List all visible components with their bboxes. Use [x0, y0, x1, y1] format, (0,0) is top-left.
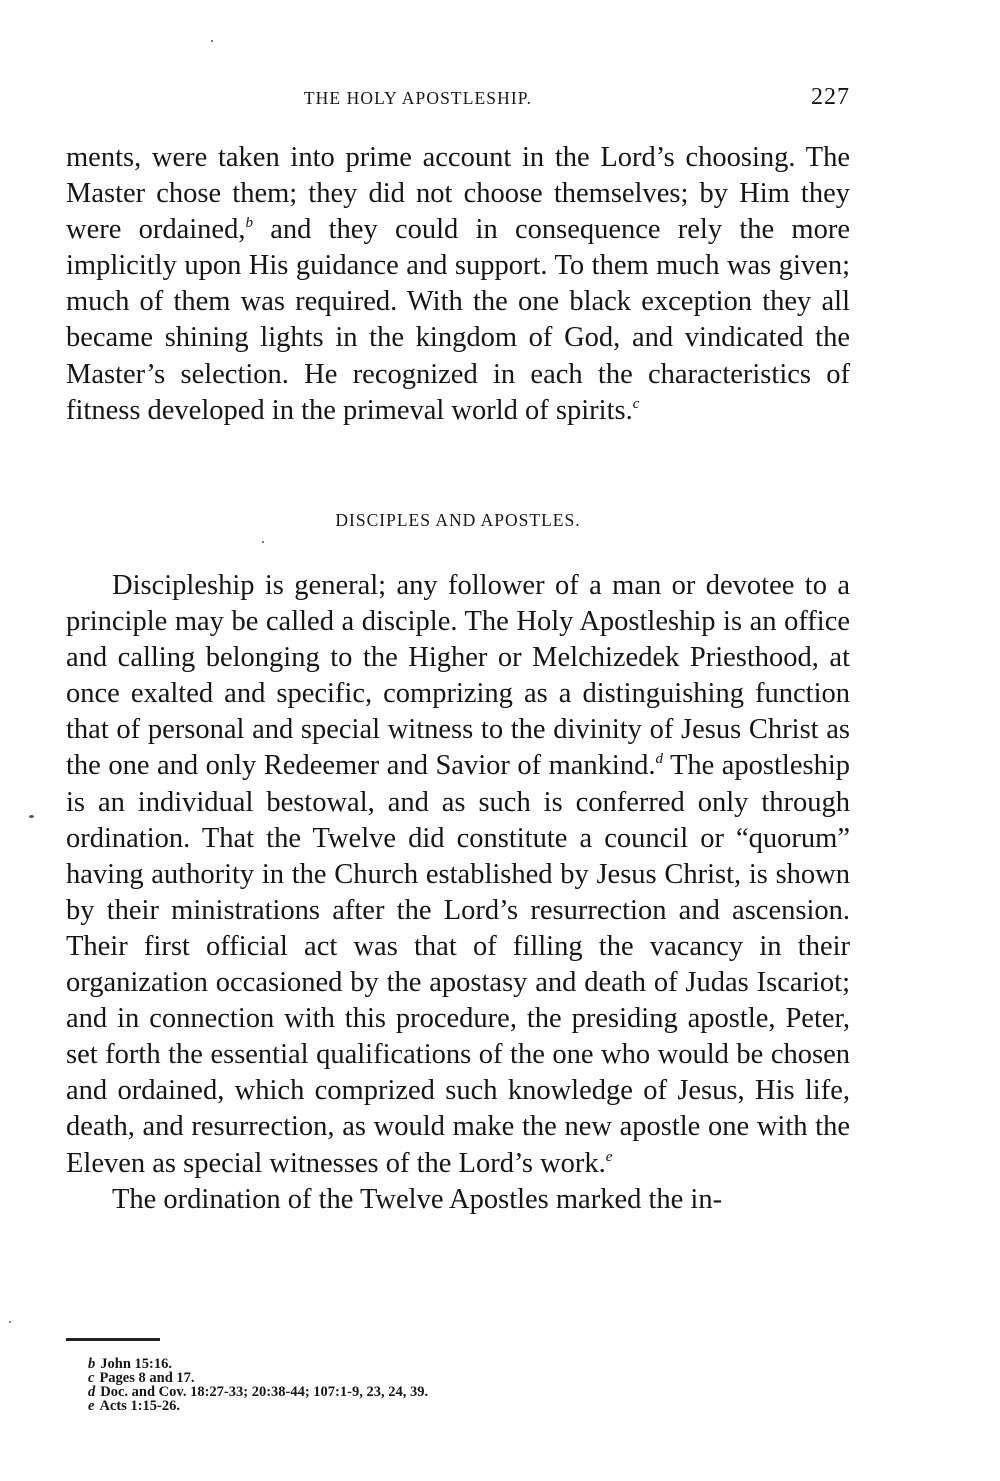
footnote-ref-d: d: [655, 751, 663, 768]
footnote-ref-c: c: [632, 395, 640, 412]
paragraph-1-part-2: and they could in consequence rely the more implicitly upon His guidance and support. To them much was given; much of them was required. With the one black exception they all became shining lights in the kingdom of God, and vindicated the Master’s selection. He recognized in each the characteristics of fitness developed in the primeval world of spirits.: [66, 214, 850, 426]
scan-speck: [211, 40, 213, 42]
footnote-text: Pages 8 and 17.: [99, 1370, 195, 1386]
footnote-ref-b: b: [245, 215, 253, 232]
paragraph-2-part-2: The apostleship is an individual bestowal, and as such is conferred only through ordination. That the Twelve did constitute a council or “quorum” having authority in the Church established by Jesus Christ, is shown by their ministrations after the Lord’s resurrection and ascension. Their first official act was that of filling the vacancy in their organization occasioned by the apostasy and death of Judas Iscariot; and in connection with this procedure, the presiding apostle, Peter, set forth the essential qualifications of the one who would be chosen and ordained, which comprized such knowledge of Jesus, His life, death, and resurrection, as would make the new apostle one with the Eleven as special witnesses of the Lord’s work.: [66, 750, 850, 1179]
footnote-text: John 15:16.: [100, 1356, 172, 1372]
footnote-mark: c: [88, 1370, 95, 1386]
footnote-mark: e: [88, 1398, 95, 1414]
footnote-d: [88, 1385, 788, 1399]
running-head: [66, 84, 850, 118]
paragraph-3-text: The ordination of the Twelve Apostles marked the in-: [112, 1183, 723, 1215]
paragraph-1-text: [66, 140, 850, 429]
paragraph-1: [66, 140, 850, 429]
footnote-text: Acts 1:15-26.: [99, 1398, 180, 1414]
page-number: 227: [811, 84, 850, 110]
footnote-c: [88, 1371, 788, 1385]
scan-speck: [29, 815, 34, 818]
running-title: THE HOLY APOSTLESHIP.: [303, 88, 533, 108]
footnote-text: Doc. and Cov. 18:27-33; 20:38-44; 107:1-9, 23, 24, 39.: [100, 1384, 429, 1400]
footnote-ref-e: e: [605, 1148, 613, 1165]
footnote-e: [88, 1399, 788, 1413]
footnote-mark: b: [88, 1356, 96, 1372]
paragraph-2-text: [66, 568, 850, 1182]
scan-speck: [9, 1321, 11, 1323]
footnote-rule: [66, 1338, 160, 1341]
footnote-b: [88, 1357, 788, 1371]
scan-speck: [262, 541, 264, 543]
paragraph-1-part-1: ments, were taken into prime account in the Lord’s choosing. The Master chose them; they did not choose themselves; by Him they were ordained,: [66, 142, 850, 246]
paragraph-2: [66, 568, 850, 1218]
paragraph-2-part-1: Discipleship is general; any follower of a man or devotee to a principle may be called a disciple. The Holy Apostleship is an office and calling belonging to the Higher or Melchizedek Priesthood, at once exalted and specific, comprizing as a distinguishing function that of personal and special witness to the divinity of Jesus Christ as the one and only Redeemer and Savior of mankind.: [66, 570, 850, 782]
footnotes: [88, 1357, 788, 1413]
section-heading: DISCIPLES AND APOSTLES.: [335, 510, 581, 530]
footnote-mark: d: [88, 1384, 96, 1400]
